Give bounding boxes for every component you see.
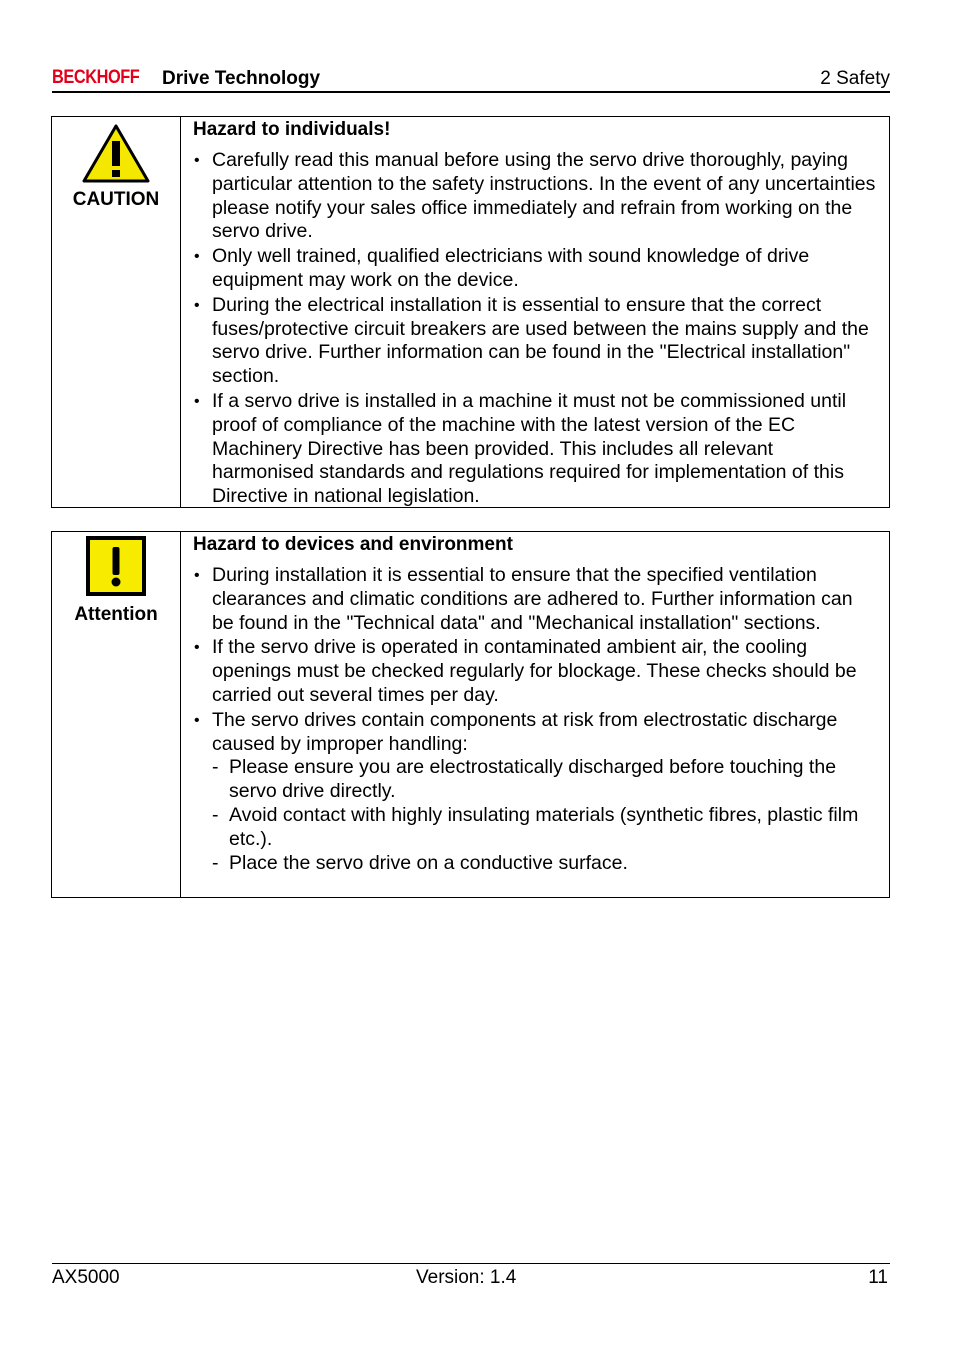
list-item: • The servo drives contain components at risk from electrostatic discharge caused by improper handling: - Please ensure you are electrostatically discharged before touching the servo drive directly. - Avoid contact with highly insulating materials (synthetic fibres, plastic film etc.). - Place the servo drive on a conductive surface.: [193, 709, 879, 876]
caution-title: Hazard to individuals!: [193, 119, 391, 140]
footer-product: AX5000: [52, 1267, 120, 1288]
caution-notice: [51, 116, 890, 508]
list-item: • If a servo drive is installed in a machine it must not be commissioned until proof of compliance of the machine with the latest version of the EC Machinery Directive has been provided. This includes all relevant harmonised standards and regulations required for implementation of this Directive in national legislation.: [194, 389, 847, 508]
list-item: • Carefully read this manual before using the servo drive thoroughly, paying particular attention to the safety instructions. In the event of any uncertainties please notify your sales office immediately and refrain from working on the servo drive.: [194, 149, 876, 243]
sub-list-item: - Avoid contact with highly insulating materials (synthetic fibres, plastic film etc.).: [212, 803, 859, 850]
caution-list: [193, 149, 879, 509]
sub-list-item: - Please ensure you are electrostatically discharged before touching the servo drive directly.: [212, 756, 837, 803]
brand-logo: BECKHOFF: [52, 67, 140, 88]
esd-sublist: [212, 756, 879, 875]
warning-triangle-icon: [81, 123, 151, 185]
list-item: • During installation it is essential to ensure that the specified ventilation clearances and climatic conditions are adhered to. Further information can be found in the "Technical data" and "Mechanical installation" sections.: [194, 564, 853, 634]
exclamation-square-icon: [85, 535, 147, 597]
header-subtitle: Drive Technology: [162, 68, 321, 89]
page-footer: [52, 1263, 890, 1294]
footer-page-number: 11: [868, 1267, 888, 1288]
sub-list-item: - Place the servo drive on a conductive surface.: [212, 851, 628, 874]
attention-title: Hazard to devices and environment: [193, 534, 513, 555]
caution-content: [181, 117, 889, 507]
attention-label: Attention: [74, 604, 158, 625]
footer-version: Version: 1.4: [416, 1267, 517, 1288]
attention-notice: [51, 531, 890, 898]
attention-content: [181, 532, 889, 897]
page-header: [52, 64, 890, 93]
header-chapter: 2 Safety: [820, 68, 890, 89]
list-item: • During the electrical installation it is essential to ensure that the correct fuses/protective circuit breakers are used between the mains supply and the servo drive. Further information can be found in the "Electrical installation" section.: [194, 293, 869, 388]
list-item: • Only well trained, qualified electricians with sound knowledge of drive equipment may work on the device.: [194, 245, 810, 291]
list-item: • If the servo drive is operated in contaminated ambient air, the cooling openings must be checked regularly for blockage. These checks should be carried out several times per day.: [194, 636, 857, 706]
attention-list: [193, 564, 879, 875]
caution-sign-cell: [52, 117, 181, 507]
attention-sign-cell: [52, 532, 181, 897]
caution-label: CAUTION: [72, 189, 160, 210]
